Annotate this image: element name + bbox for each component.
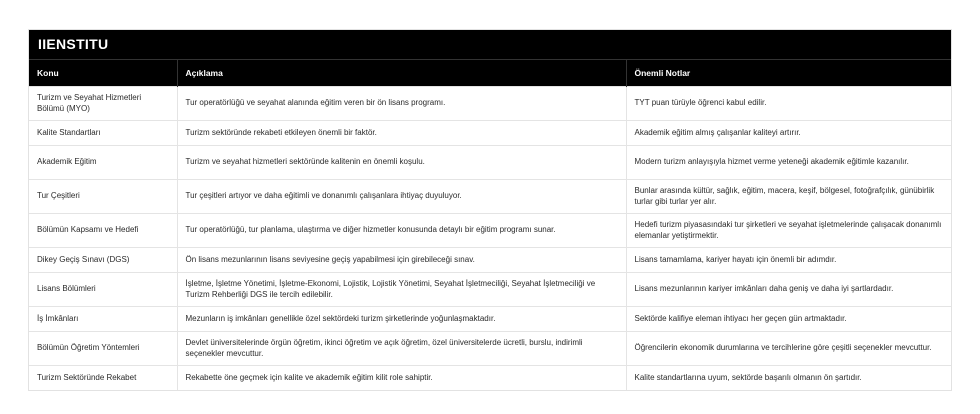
cell-aciklama: Tur operatörlüğü ve seyahat alanında eğitim veren bir ön lisans programı. — [177, 87, 626, 121]
cell-aciklama: Rekabette öne geçmek için kalite ve akademik eğitim kilit role sahiptir. — [177, 366, 626, 391]
table-row — [29, 180, 951, 214]
table-row — [29, 307, 951, 332]
cell-aciklama: İşletme, İşletme Yönetimi, İşletme-Ekonomi, Lojistik, Lojistik Yönetimi, Seyahat İşletmeciliği, Seyahat İşletmeciliği ve Turizm Rehberliği DGS ile tercih edilebilir. — [177, 273, 626, 307]
cell-notlar: Lisans mezunlarının kariyer imkânları daha geniş ve daha iyi şartlardadır. — [626, 273, 951, 307]
table-row — [29, 214, 951, 248]
table-row — [29, 273, 951, 307]
cell-notlar: TYT puan türüyle öğrenci kabul edilir. — [626, 87, 951, 121]
brand-title: IIENSTITU — [29, 30, 951, 59]
content-card — [28, 29, 952, 391]
table-row — [29, 146, 951, 180]
cell-aciklama: Ön lisans mezunlarının lisans seviyesine geçiş yapabilmesi için girebileceği sınav. — [177, 248, 626, 273]
cell-konu: Lisans Bölümleri — [29, 273, 177, 307]
header-konu: Konu — [29, 60, 177, 87]
cell-aciklama: Turizm ve seyahat hizmetleri sektöründe kalitenin en önemli koşulu. — [177, 146, 626, 180]
cell-konu: İş İmkânları — [29, 307, 177, 332]
cell-notlar: Kalite standartlarına uyum, sektörde başarılı olmanın ön şartıdır. — [626, 366, 951, 391]
cell-notlar: Öğrencilerin ekonomik durumlarına ve tercihlerine göre çeşitli seçenekler mevcuttur. — [626, 332, 951, 366]
cell-notlar: Modern turizm anlayışıyla hizmet verme yeteneği akademik eğitimle kazanılır. — [626, 146, 951, 180]
cell-konu: Kalite Standartları — [29, 121, 177, 146]
cell-aciklama: Tur operatörlüğü, tur planlama, ulaştırma ve diğer hizmetler konusunda detaylı bir eğitim programı sunar. — [177, 214, 626, 248]
cell-konu: Tur Çeşitleri — [29, 180, 177, 214]
cell-aciklama: Tur çeşitleri artıyor ve daha eğitimli ve donanımlı çalışanlara ihtiyaç duyuluyor. — [177, 180, 626, 214]
table-row — [29, 87, 951, 121]
cell-konu: Akademik Eğitim — [29, 146, 177, 180]
cell-notlar: Sektörde kalifiye eleman ihtiyacı her geçen gün artmaktadır. — [626, 307, 951, 332]
info-table — [29, 59, 951, 390]
table-row — [29, 366, 951, 391]
cell-aciklama: Devlet üniversitelerinde örgün öğretim, ikinci öğretim ve açık öğretim, özel üniversitelerde ücretli, burslu, indirimli seçenekler mevcuttur. — [177, 332, 626, 366]
table-row — [29, 332, 951, 366]
cell-konu: Dikey Geçiş Sınavı (DGS) — [29, 248, 177, 273]
cell-notlar: Lisans tamamlama, kariyer hayatı için önemli bir adımdır. — [626, 248, 951, 273]
cell-notlar: Akademik eğitim almış çalışanlar kaliteyi artırır. — [626, 121, 951, 146]
table-row — [29, 248, 951, 273]
table-header-row — [29, 60, 951, 87]
cell-konu: Turizm Sektöründe Rekabet — [29, 366, 177, 391]
cell-aciklama: Mezunların iş imkânları genellikle özel sektördeki turizm şirketlerinde yoğunlaşmaktadır. — [177, 307, 626, 332]
cell-aciklama: Turizm sektöründe rekabeti etkileyen önemli bir faktör. — [177, 121, 626, 146]
header-aciklama: Açıklama — [177, 60, 626, 87]
cell-konu: Turizm ve Seyahat Hizmetleri Bölümü (MYO) — [29, 87, 177, 121]
cell-konu: Bölümün Kapsamı ve Hedefi — [29, 214, 177, 248]
header-onemli-notlar: Önemli Notlar — [626, 60, 951, 87]
cell-konu: Bölümün Öğretim Yöntemleri — [29, 332, 177, 366]
cell-notlar: Hedefi turizm piyasasındaki tur şirketleri ve seyahat işletmelerinde çalışacak donanımlı elemanlar yetiştirmektir. — [626, 214, 951, 248]
cell-notlar: Bunlar arasında kültür, sağlık, eğitim, macera, keşif, bölgesel, fotoğrafçılık, günübirlik turlar gibi turlar yer alır. — [626, 180, 951, 214]
table-row — [29, 121, 951, 146]
